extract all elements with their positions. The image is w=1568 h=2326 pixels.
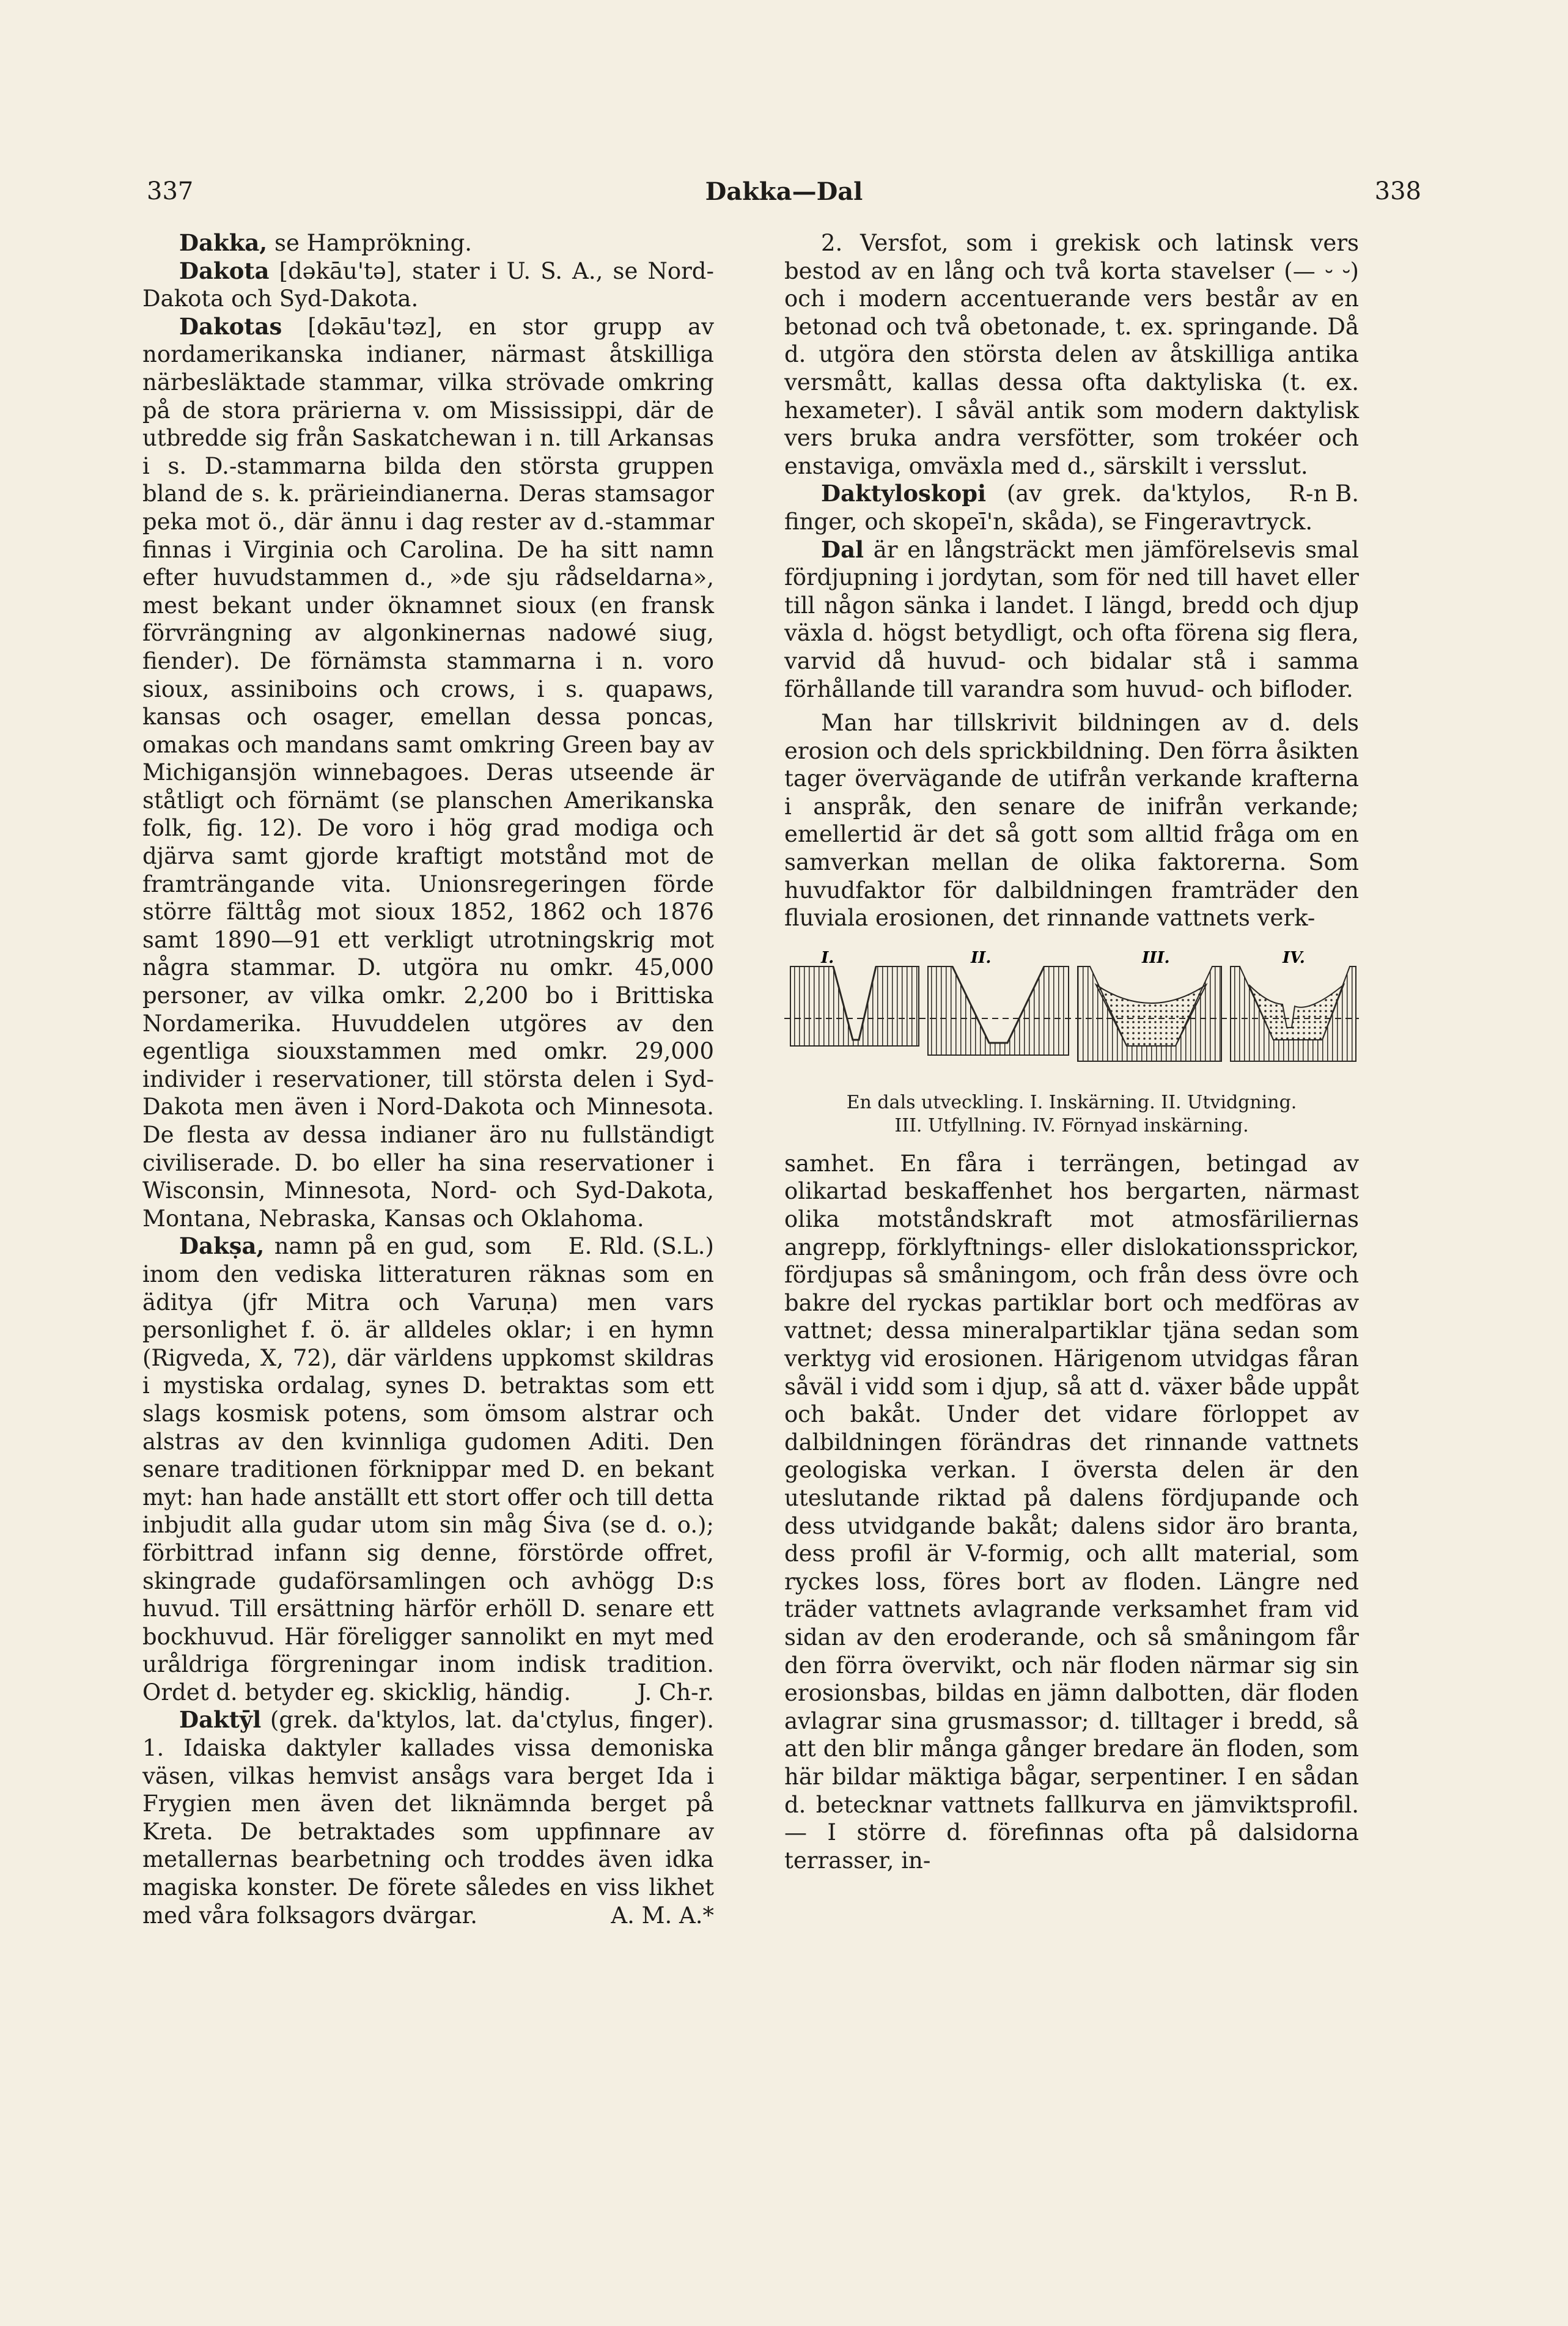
entry-dal (784, 536, 1359, 704)
headword: Dal (821, 535, 864, 563)
entry-text: 2. Versfot, som i grekisk och latinsk vers bestod av en lång och två korta stavelser (— ⏑ ⏑) och i modern accentuerande vers består av en betonad och två obetonade, t. ex. springande. Då d. utgöra den största delen av åtskilliga antika versmått, kallas dessa ofta daktyliska (t. ex. hexameter). I såväl antik som modern daktylisk vers bruka andra versfötter, som trokéer och enstaviga, omväxla med d., särskilt i versslut. (784, 230, 1359, 479)
entry-text: (grek. da'ktylos, lat. da'ctylus, finger). 1. Idaiska daktyler kallades vissa demoniska väsen, vilkas hemvist ansågs vara berget Ida i Frygien men även det liknämnda berget på Kreta. De betraktades som uppfinnare av metallernas bearbetning och troddes även idka magiska konster. De förete således en viss likhet med våra folksagors dvärgar. (142, 1707, 714, 1929)
author-signature: A. M. A.* (611, 1902, 714, 1929)
author-signature: E. Rld. (S.L.) (568, 1233, 714, 1260)
entry-text: namn på en gud, som inom den vediska litteraturen räknas som en äditya (jfr Mitra och Varuṇa) men vars personlighet f. ö. är alldeles oklar; i en hymn (Rigveda, X, 72), där världens uppkomst skildras i mystiska ordalag, synes D. betraktas som ett slags kosmisk potens, som ömsom alstrar och alstras av den kvinnliga gudomen Aditi. Den senare traditionen förknippar med D. en bekant myt: han hade anställt ett stort offer och till detta inbjudit alla gudar utom sin måg Śiva (se d. o.); förbittrad infann sig denne, förstörde offret, skingrade gudaförsamlingen och avhögg D:s huvud. Till ersättning härför erhöll D. senare ett bockhuvud. Här föreligger sannolikt en myt med uråldriga förgreningar inom indisk tradition. Ordet d. betyder eg. skicklig, händig. (142, 1233, 714, 1706)
valley-stage-1 (790, 949, 919, 1046)
stage-label-4: IV. (1283, 948, 1305, 967)
valley-diagram (784, 948, 1359, 1089)
author-signature: J. Ch-r. (637, 1679, 714, 1706)
right-column (784, 229, 1359, 1874)
caption-line-1: En dals utveckling. I. Inskärning. II. Utvidgning. (846, 1091, 1297, 1113)
entry-text: Man har tillskrivit bildningen av d. dels erosion och dels sprickbildning. Den förra åsikten tager övervägande de utifrån verkande krafterna i anspråk, den senare de inifrån verkande; emellertid är det så gott som alltid fråga om en samverkan mellan de olika faktorerna. Som huvudfaktor för dalbildningen framträder den fluviala erosionen, det rinnande vattnets verk- (784, 710, 1359, 932)
entry-text: (av grek. da'ktylos, finger, och skopeī'n, skåda), se Fingeravtryck. (784, 480, 1313, 535)
running-title: Dakka—Dal (705, 177, 863, 206)
entry-text: är en långsträckt men jämförelsevis smal fördjupning i jordytan, som för ned till havet eller till någon sänka i landet. I längd, bredd och djup växla d. högst betydligt, och ofta förena sig flera, varvid då huvud- och bidalar stå i samma förhållande till varandra som huvud- och bifloder. (784, 536, 1359, 702)
entry-text: [dəkāu'tə], stater i U. S. A., se Nord-Dakota och Syd-Dakota. (142, 257, 714, 312)
page-header (147, 177, 1421, 214)
entry-text: [dəkāu'təz], en stor grupp av nordamerikanska indianer, närmast åtskilliga närbesläktade stammar, vilka strövade omkring på de stora prärierna v. om Mississippi, där de utbredde sig från Saskatchewan i n. till Arkansas i s. D.-stammarna bilda den största gruppen bland de s. k. prärieindianerna. Deras stamsagor peka mot ö., där ännu i dag rester av d.-stammar finnas i Virginia och Carolina. De ha sitt namn efter huvudstammen d., »de sju rådseldarna», mest bekant under öknamnet sioux (en fransk förvrängning av algonkinernas nadowé siug, fiender). De förnämsta stammarna i n. voro sioux, assiniboins och crows, i s. quapaws, kansas och osager, emellan dessa poncas, omakas och mandans samt omkring Green bay av Michigansjön winnebagoes. Deras utseende är ståtligt och förnämt (se planschen Amerikanska folk, fig. 12). De voro i hög grad modiga och djärva samt gjorde kraftigt motstånd mot de framträngande vita. Unionsregeringen förde större fälttåg mot sioux 1852, 1862 och 1876 samt 1890—91 ett verkligt utrotningskrig mot några stammar. D. utgöra nu omkr. 45,000 personer, av vilka omkr. 2,200 bo i Brittiska Nordamerika. Huvuddelen utgöres av den egentliga siouxstammen med omkr. 29,000 individer i reservationer, till största delen i Syd-Dakota men även i Nord-Dakota och Minnesota. De flesta av dessa indianer äro nu fullständigt civiliserade. D. bo eller ha sina reservationer i Wisconsin, Minnesota, Nord- och Syd-Dakota, Montana, Nebraska, Kansas och Oklahoma. (142, 313, 714, 1232)
headword: Dakota (179, 257, 270, 284)
figure-caption (784, 1091, 1359, 1138)
headword: Daktȳl (179, 1706, 262, 1734)
headword: Dakṣa, (179, 1232, 265, 1260)
page-number-left: 337 (147, 177, 194, 205)
entry-dakota (142, 257, 714, 313)
valley-stage-2 (928, 949, 1069, 1055)
entry-dal-continued (784, 709, 1359, 932)
page-number-right: 338 (1374, 177, 1421, 205)
left-column (142, 229, 714, 1929)
valley-stage-3 (1078, 949, 1221, 1061)
stage-label-3: III. (1142, 948, 1170, 967)
valley-development-figure (784, 948, 1359, 1138)
caption-line-2: III. Utfyllning. IV. Förnyad inskärning. (894, 1114, 1249, 1136)
stage-label-1: I. (821, 948, 834, 967)
headword: Daktyloskopi (821, 480, 987, 507)
entry-dakka (142, 229, 714, 257)
headword: Dakotas (179, 312, 282, 340)
entry-dal-continued-2: samhet. En fåra i terrängen, betingad av olikartad beskaffenhet hos bergarten, närmast olika motståndskraft mot atmosfäriliernas angrepp, förklyftnings- eller dislokationssprickor, fördjupas så småningom, och från dess övre och bakre del ryckas partiklar bort och medföras av vattnet; dessa mineralpartiklar tjäna sedan som verktyg vid erosionen. Härigenom utvidgas fåran såväl i vidd som i djup, så att d. växer både uppåt och bakåt. Under det vidare förloppet av dalbildningen förändras det rinnande vattnets geologiska verkan. I översta delen är den uteslutande riktad på dalens fördjupande och dess utvidgande bakåt; dalens sidor äro branta, dess profil är V-formig, och allt material, som ryckes loss, föres bort av floden. Längre ned träder vattnets avlagrande verksamhet fram vid sidan av den eroderande, och så småningom får den förra övervikt, och när floden närmar sig sin erosionsbas, bildas en jämn dalbotten, där floden avlagrar sina grusmassor; d. tilltager i bredd, så att den blir många gånger bredare än floden, som här bildar mäktiga bågar, serpentiner. I en sådan d. betecknar vattnets fallkurva en jämviktsprofil. — I större d. förefinnas ofta på dalsidorna terrasser, in- (784, 1150, 1359, 1874)
author-signature: R-n B. (1289, 480, 1359, 507)
entry-daksa (142, 1232, 714, 1706)
headword: Dakka, (179, 229, 268, 256)
entry-daktyl (142, 1706, 714, 1929)
valley-stage-4 (1231, 949, 1356, 1061)
stage-label-2: II. (971, 948, 992, 967)
entry-text: se Hamprökning. (267, 230, 473, 256)
